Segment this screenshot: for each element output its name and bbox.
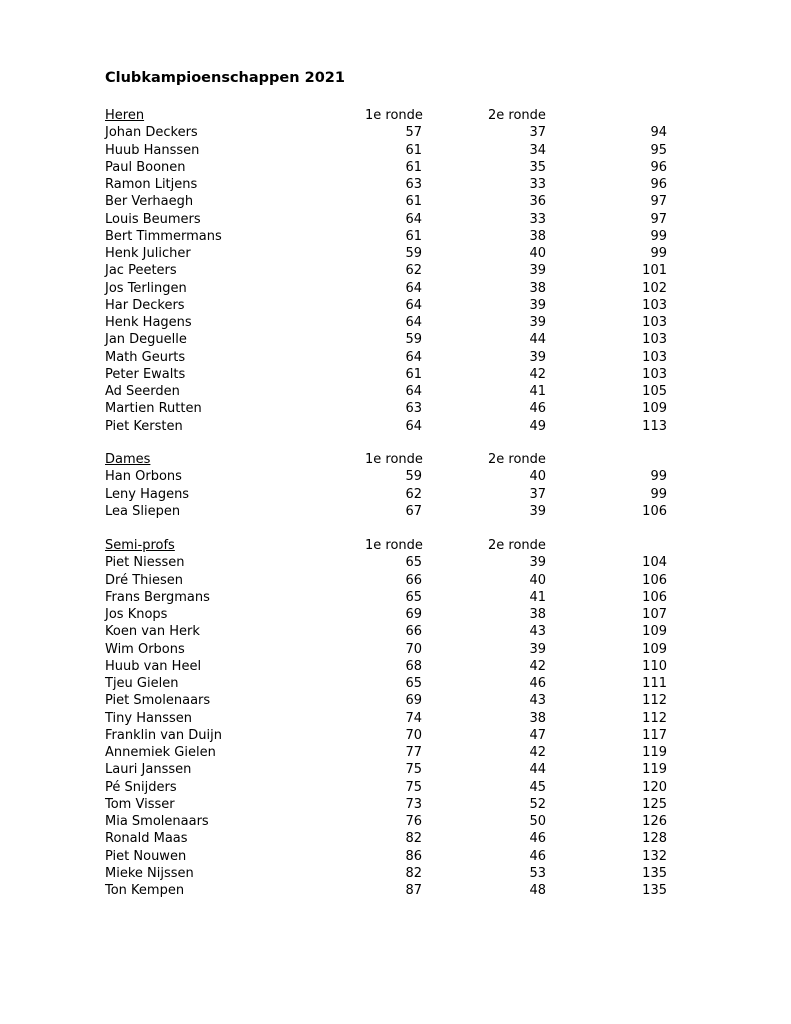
player-name: Piet Kersten — [105, 418, 183, 434]
table-row — [0, 211, 791, 228]
score-round-2: 39 — [529, 349, 546, 365]
player-name: Piet Niessen — [105, 555, 185, 571]
score-round-1: 86 — [405, 848, 422, 864]
player-name: Ronald Maas — [105, 831, 188, 847]
table-row — [0, 159, 791, 176]
score-total: 101 — [642, 263, 667, 279]
score-round-2: 44 — [529, 332, 546, 348]
score-round-1: 68 — [405, 658, 422, 674]
score-round-2: 50 — [529, 814, 546, 829]
score-round-2: 33 — [529, 211, 546, 227]
table-row — [0, 366, 791, 383]
score-total: 112 — [642, 710, 667, 726]
player-name: Annemiek Gielen — [105, 745, 216, 760]
player-name: Tom Visser — [105, 796, 175, 812]
score-total: 106 — [642, 503, 667, 519]
score-total: 135 — [642, 883, 667, 898]
score-round-2: 42 — [529, 366, 546, 382]
table-row — [0, 124, 791, 141]
score-total: 107 — [642, 607, 667, 622]
score-total: 106 — [642, 572, 667, 588]
score-round-2: 34 — [529, 142, 546, 158]
section-semi-profs — [0, 537, 791, 899]
score-round-1: 64 — [405, 418, 422, 434]
score-total: 120 — [642, 779, 667, 795]
score-total: 99 — [650, 469, 667, 485]
score-round-2: 37 — [529, 486, 546, 502]
score-round-1: 76 — [405, 814, 422, 829]
table-row — [0, 383, 791, 400]
player-name: Lauri Janssen — [105, 762, 192, 778]
score-round-2: 42 — [529, 658, 546, 674]
score-round-1: 57 — [405, 125, 422, 141]
score-total: 103 — [642, 315, 667, 330]
table-row — [0, 865, 791, 882]
score-round-2: 38 — [529, 607, 546, 622]
score-round-2: 38 — [529, 280, 546, 296]
score-total: 135 — [642, 865, 667, 881]
score-total: 113 — [642, 418, 667, 434]
column-header-round-1: 1e ronde — [365, 452, 423, 467]
score-round-1: 75 — [405, 762, 422, 778]
player-name: Koen van Herk — [105, 624, 200, 640]
score-round-1: 59 — [405, 332, 422, 348]
section-header — [0, 451, 791, 468]
score-round-1: 64 — [405, 384, 422, 399]
player-name: Lea Sliepen — [105, 503, 181, 519]
score-round-2: 44 — [529, 762, 546, 778]
score-round-1: 66 — [405, 624, 422, 640]
score-total: 96 — [650, 159, 667, 175]
score-total: 109 — [642, 641, 667, 657]
score-round-2: 40 — [529, 469, 546, 485]
score-round-1: 62 — [405, 486, 422, 502]
score-total: 99 — [650, 228, 667, 244]
score-total: 110 — [642, 658, 667, 674]
score-round-1: 69 — [405, 693, 422, 709]
score-round-2: 33 — [529, 177, 546, 192]
score-round-1: 59 — [405, 246, 422, 261]
page-title: Clubkampioenschappen 2021 — [105, 70, 345, 86]
score-round-2: 39 — [529, 503, 546, 519]
table-row — [0, 314, 791, 331]
score-round-2: 46 — [529, 401, 546, 417]
score-total: 109 — [642, 624, 667, 640]
score-round-2: 46 — [529, 831, 546, 847]
score-round-1: 82 — [405, 865, 422, 881]
player-name: Johan Deckers — [105, 125, 198, 141]
table-row — [0, 142, 791, 159]
score-round-1: 70 — [405, 727, 422, 743]
score-round-2: 41 — [529, 589, 546, 605]
score-round-2: 53 — [529, 865, 546, 881]
score-round-1: 61 — [405, 366, 422, 382]
player-name: Ton Kempen — [105, 883, 185, 898]
score-round-1: 82 — [405, 831, 422, 847]
column-header-round-1: 1e ronde — [365, 538, 423, 553]
score-total: 112 — [642, 693, 667, 709]
table-row — [0, 554, 791, 571]
score-total: 97 — [650, 211, 667, 227]
score-round-1: 64 — [405, 315, 422, 330]
table-row — [0, 710, 791, 727]
score-round-1: 65 — [405, 589, 422, 605]
score-round-1: 64 — [405, 349, 422, 365]
score-total: 132 — [642, 848, 667, 864]
score-round-2: 41 — [529, 384, 546, 399]
table-row — [0, 658, 791, 675]
table-row — [0, 623, 791, 640]
score-round-1: 64 — [405, 211, 422, 227]
player-name: Leny Hagens — [105, 486, 190, 502]
score-round-2: 46 — [529, 676, 546, 691]
player-name: Han Orbons — [105, 469, 182, 485]
player-name: Tjeu Gielen — [105, 676, 179, 691]
player-name: Paul Boonen — [105, 159, 186, 175]
score-total: 117 — [642, 727, 667, 743]
score-total: 126 — [642, 814, 667, 829]
table-row — [0, 675, 791, 692]
score-round-2: 39 — [529, 555, 546, 571]
section-header — [0, 107, 791, 124]
table-row — [0, 280, 791, 297]
score-round-1: 74 — [405, 710, 422, 726]
player-name: Jan Deguelle — [105, 332, 187, 348]
score-total: 103 — [642, 349, 667, 365]
score-round-2: 52 — [529, 796, 546, 812]
score-round-2: 43 — [529, 693, 546, 709]
score-total: 119 — [642, 762, 667, 778]
score-round-1: 65 — [405, 676, 422, 691]
score-total: 106 — [642, 589, 667, 605]
score-total: 99 — [650, 246, 667, 261]
score-round-2: 39 — [529, 315, 546, 330]
table-row — [0, 262, 791, 279]
score-total: 128 — [642, 831, 667, 847]
column-header-round-2: 2e ronde — [488, 538, 546, 553]
player-name: Franklin van Duijn — [105, 727, 222, 743]
player-name: Mia Smolenaars — [105, 814, 209, 829]
player-name: Ber Verhaegh — [105, 194, 194, 210]
player-name: Peter Ewalts — [105, 366, 186, 382]
score-round-2: 48 — [529, 883, 546, 898]
score-round-2: 40 — [529, 246, 546, 261]
table-row — [0, 727, 791, 744]
table-row — [0, 761, 791, 778]
score-round-1: 59 — [405, 469, 422, 485]
score-round-2: 43 — [529, 624, 546, 640]
score-total: 103 — [642, 332, 667, 348]
player-name: Math Geurts — [105, 349, 186, 365]
player-name: Tiny Hanssen — [105, 710, 192, 726]
table-row — [0, 228, 791, 245]
score-round-1: 69 — [405, 607, 422, 622]
table-row — [0, 297, 791, 314]
table-row — [0, 848, 791, 865]
score-total: 95 — [650, 142, 667, 158]
score-round-2: 38 — [529, 228, 546, 244]
player-name: Henk Julicher — [105, 246, 191, 261]
score-round-1: 70 — [405, 641, 422, 657]
section-title: Dames — [105, 452, 151, 467]
player-name: Wim Orbons — [105, 641, 185, 657]
score-round-1: 87 — [405, 883, 422, 898]
player-name: Henk Hagens — [105, 315, 192, 330]
score-round-2: 46 — [529, 848, 546, 864]
score-round-2: 39 — [529, 641, 546, 657]
player-name: Har Deckers — [105, 297, 185, 313]
table-row — [0, 882, 791, 899]
player-name: Piet Nouwen — [105, 848, 187, 864]
score-round-1: 61 — [405, 194, 422, 210]
score-round-2: 45 — [529, 779, 546, 795]
table-row — [0, 486, 791, 503]
table-row — [0, 589, 791, 606]
score-total: 102 — [642, 280, 667, 296]
table-row — [0, 418, 791, 435]
table-row — [0, 744, 791, 761]
player-name: Frans Bergmans — [105, 589, 210, 605]
table-row — [0, 468, 791, 485]
score-round-2: 38 — [529, 710, 546, 726]
player-name: Piet Smolenaars — [105, 693, 211, 709]
score-total: 119 — [642, 745, 667, 760]
player-name: Jac Peeters — [105, 263, 177, 279]
score-round-2: 35 — [529, 159, 546, 175]
player-name: Bert Timmermans — [105, 228, 222, 244]
score-round-1: 64 — [405, 280, 422, 296]
player-name: Jos Knops — [105, 607, 168, 622]
player-name: Pé Snijders — [105, 779, 177, 795]
score-round-2: 39 — [529, 297, 546, 313]
player-name: Dré Thiesen — [105, 572, 183, 588]
section-dames — [0, 451, 791, 520]
score-total: 105 — [642, 384, 667, 399]
player-name: Huub Hanssen — [105, 142, 200, 158]
score-round-1: 67 — [405, 503, 422, 519]
score-round-1: 61 — [405, 142, 422, 158]
table-row — [0, 779, 791, 796]
column-header-round-1: 1e ronde — [365, 108, 423, 123]
score-round-2: 36 — [529, 194, 546, 210]
table-row — [0, 193, 791, 210]
table-row — [0, 830, 791, 847]
score-round-1: 73 — [405, 796, 422, 812]
score-round-1: 66 — [405, 572, 422, 588]
score-total: 94 — [650, 125, 667, 141]
score-round-1: 64 — [405, 297, 422, 313]
player-name: Jos Terlingen — [105, 280, 187, 296]
table-row — [0, 245, 791, 262]
score-total: 97 — [650, 194, 667, 210]
column-header-round-2: 2e ronde — [488, 452, 546, 467]
table-row — [0, 641, 791, 658]
score-total: 103 — [642, 366, 667, 382]
table-row — [0, 692, 791, 709]
table-row — [0, 606, 791, 623]
table-row — [0, 572, 791, 589]
table-row — [0, 400, 791, 417]
score-round-1: 61 — [405, 228, 422, 244]
score-round-2: 49 — [529, 418, 546, 434]
score-round-1: 65 — [405, 555, 422, 571]
table-row — [0, 813, 791, 830]
score-total: 103 — [642, 297, 667, 313]
table-row — [0, 349, 791, 366]
score-round-1: 63 — [405, 177, 422, 192]
score-total: 104 — [642, 555, 667, 571]
player-name: Huub van Heel — [105, 658, 202, 674]
score-total: 111 — [642, 676, 667, 691]
score-round-2: 37 — [529, 125, 546, 141]
section-header — [0, 537, 791, 554]
score-round-2: 47 — [529, 727, 546, 743]
table-row — [0, 176, 791, 193]
player-name: Martien Rutten — [105, 401, 202, 417]
score-round-2: 39 — [529, 263, 546, 279]
section-title: Semi-profs — [105, 538, 175, 553]
score-round-1: 63 — [405, 401, 422, 417]
table-row — [0, 503, 791, 520]
score-total: 125 — [642, 796, 667, 812]
score-round-1: 61 — [405, 159, 422, 175]
score-total: 109 — [642, 401, 667, 417]
score-round-1: 62 — [405, 263, 422, 279]
score-round-1: 77 — [405, 745, 422, 760]
section-title: Heren — [105, 108, 145, 123]
player-name: Ad Seerden — [105, 384, 180, 399]
score-total: 96 — [650, 177, 667, 192]
score-round-1: 75 — [405, 779, 422, 795]
player-name: Mieke Nijssen — [105, 865, 194, 881]
player-name: Louis Beumers — [105, 211, 201, 227]
column-header-round-2: 2e ronde — [488, 108, 546, 123]
player-name: Ramon Litjens — [105, 177, 198, 192]
table-row — [0, 796, 791, 813]
table-row — [0, 331, 791, 348]
score-total: 99 — [650, 486, 667, 502]
section-heren — [0, 107, 791, 435]
score-round-2: 40 — [529, 572, 546, 588]
score-round-2: 42 — [529, 745, 546, 760]
